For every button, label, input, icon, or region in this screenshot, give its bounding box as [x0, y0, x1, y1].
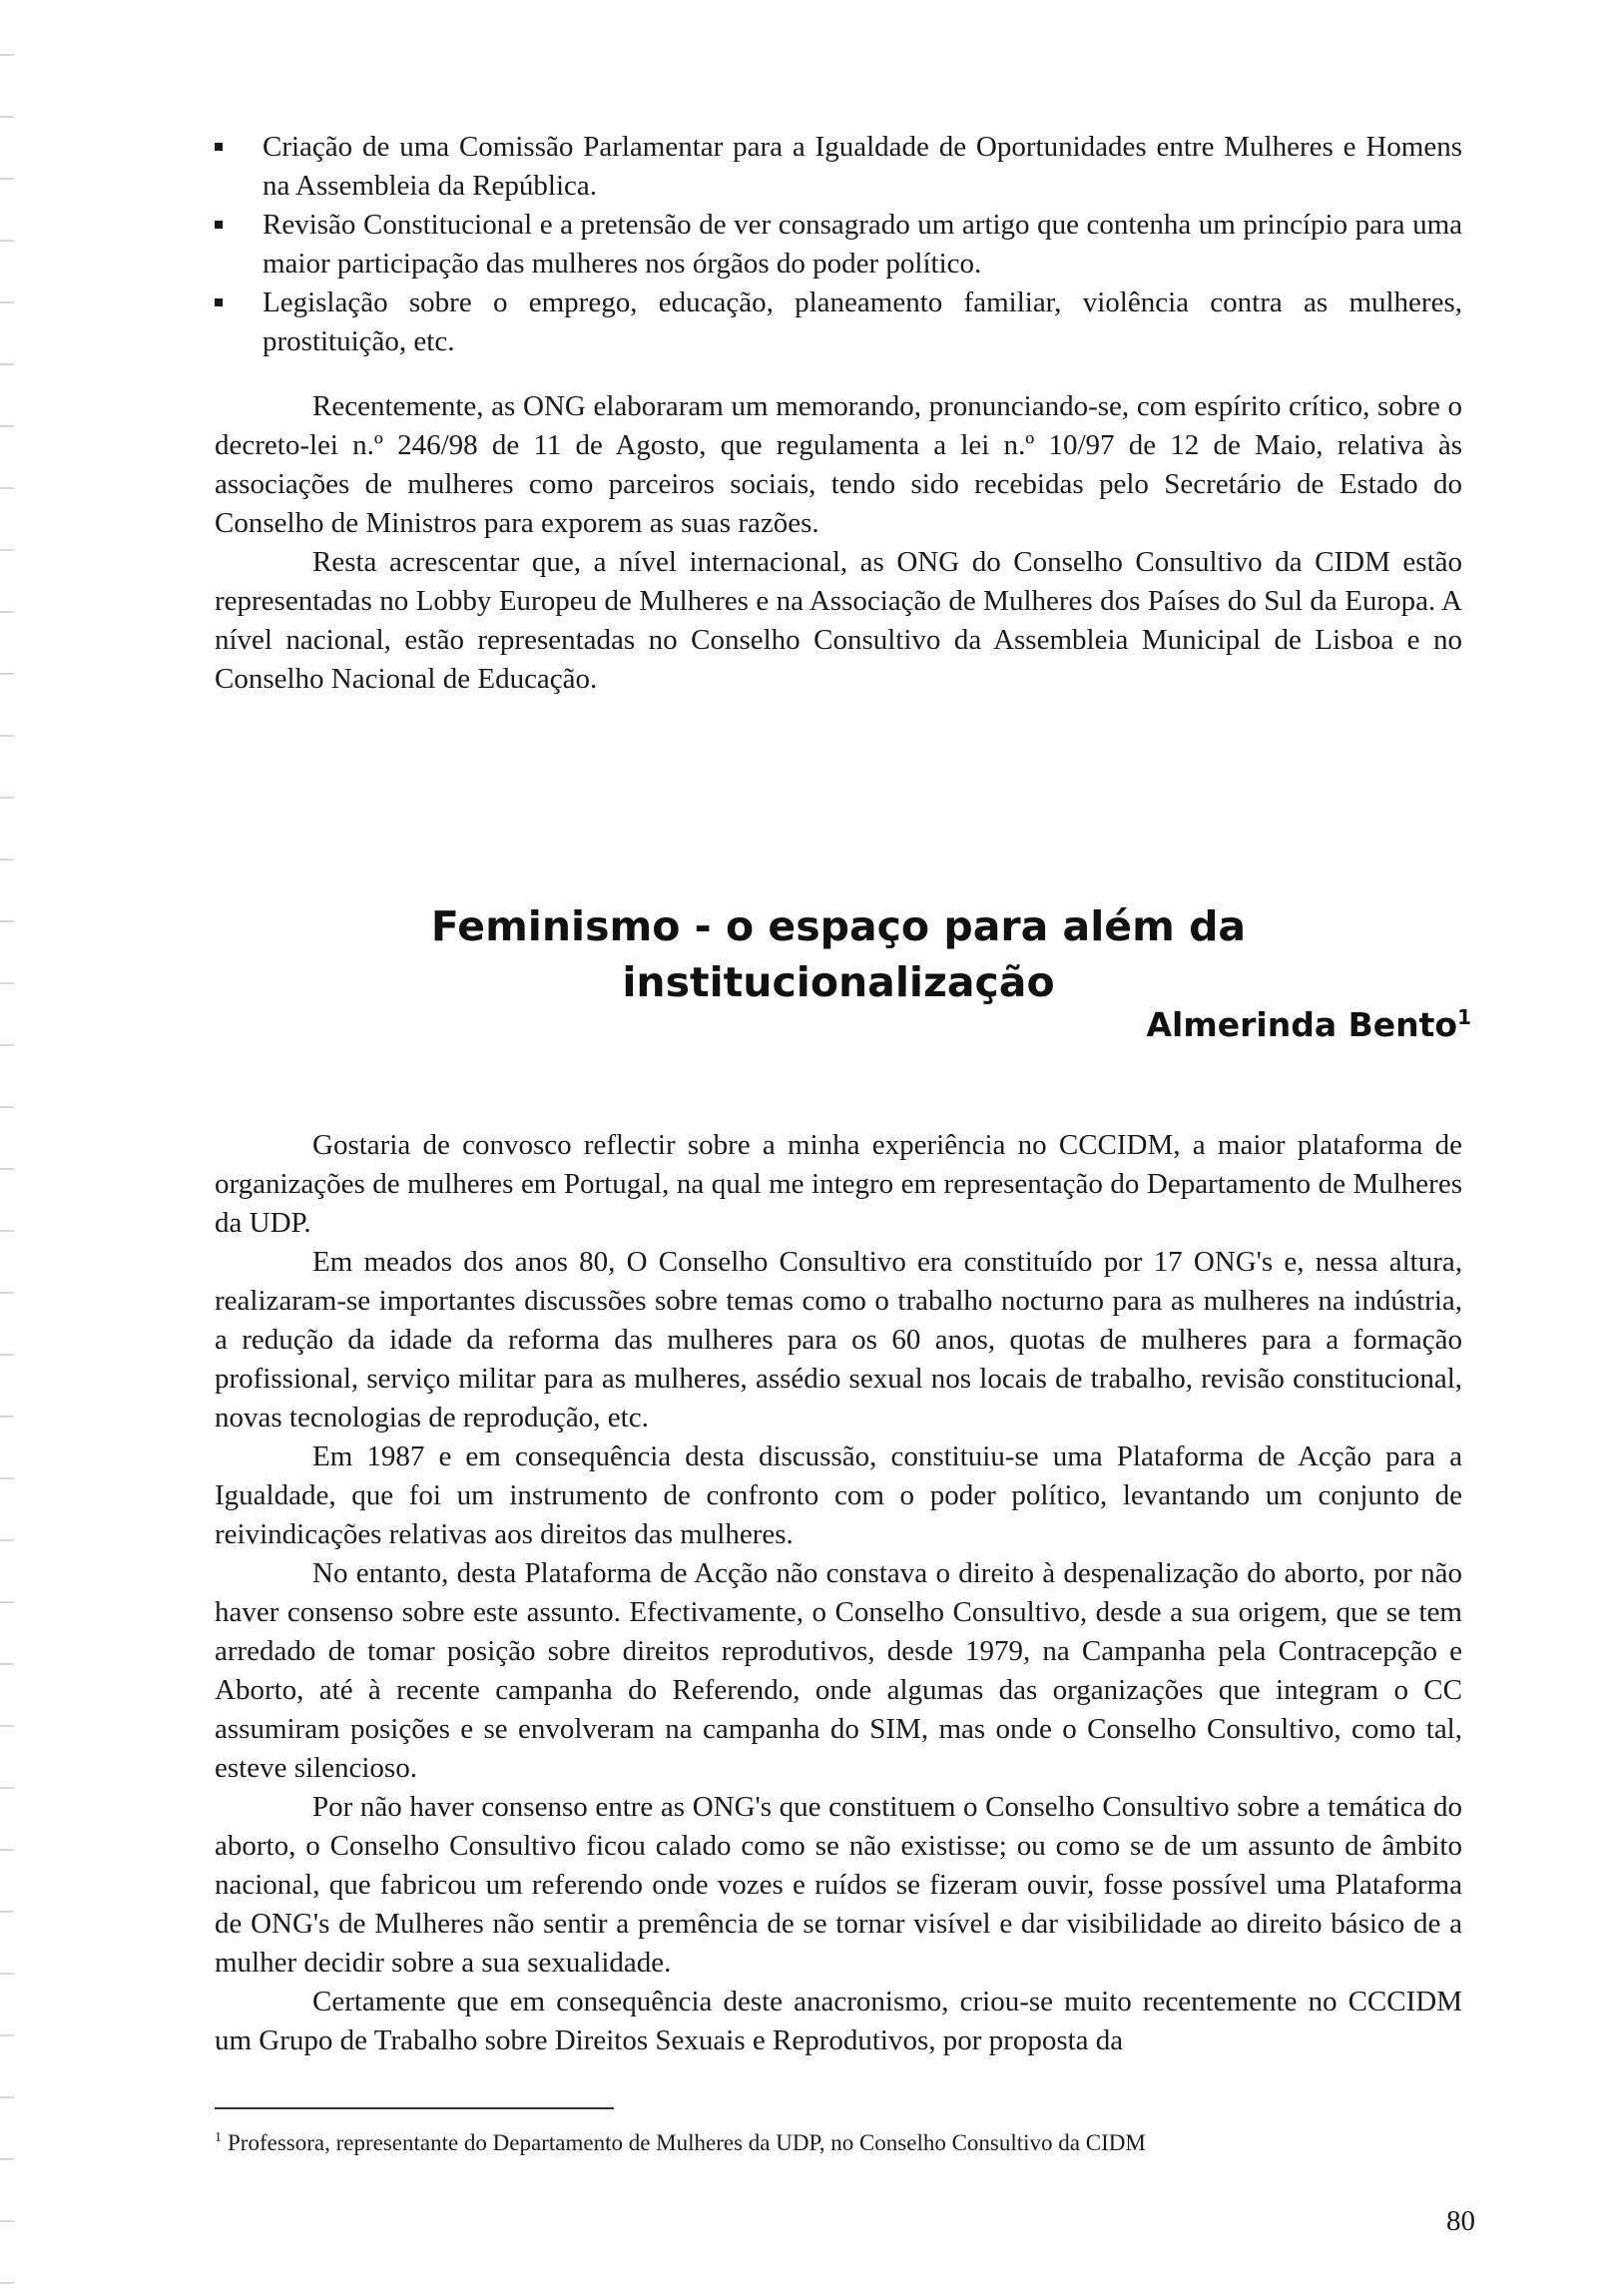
footnote-mark: 1: [215, 2130, 222, 2146]
paragraph: Gostaria de convosco reflectir sobre a minha experiência no CCCIDM, a maior plataforma de organizações de mulheres em Portugal, na qual me integro em representação do Departamento de Mulheres da UDP.: [215, 1129, 1462, 1239]
list-item-text: Revisão Constitucional e a pretensão de ver consagrado um artigo que contenha um princípio para uma maior participação das mulheres nos órgãos do poder político.: [263, 209, 1462, 280]
bullet-list: [215, 128, 1462, 361]
list-item-text: Legislação sobre o emprego, educação, planeamento familiar, violência contra as mulheres, prostituição, etc.: [263, 287, 1462, 357]
paragraph: Resta acrescentar que, a nível internacional, as ONG do Conselho Consultivo da CIDM estão representadas no Lobby Europeu de Mulheres e na Associação de Mulheres dos Países do Sul da Europa. A nível nacional, estão representadas no Conselho Consultivo da Assembleia Municipal de Lisboa e no Conselho Nacional de Educação.: [215, 546, 1462, 695]
paragraph: Recentemente, as ONG elaboraram um memorando, pronunciando-se, com espírito crítico, sobre o decreto-lei n.º 246/98 de 11 de Agosto, que regulamenta a lei n.º 10/97 de 12 de Maio, relativa às associações de mulheres como parceiros sociais, tendo sido recebidas pelo Secretário de Estado do Conselho de Ministros para exporem as suas razões.: [215, 390, 1462, 539]
article-title: Feminismo - o espaço para além da institucionalização: [430, 902, 1247, 1006]
author-name: Almerinda Bento: [1146, 1005, 1458, 1044]
list-item: [215, 128, 1462, 206]
square-bullet-icon: [215, 298, 223, 306]
article-author: [1147, 1003, 1471, 1047]
page-number: 80: [1446, 2205, 1475, 2237]
article-body: [215, 1126, 1462, 2060]
section-body: [215, 387, 1462, 699]
paragraph: Certamente que em consequência deste anacronismo, criou-se muito recentemente no CCCIDM um Grupo de Trabalho sobre Direitos Sexuais e Reprodutivos, por proposta da: [215, 1986, 1462, 2056]
footnote-text: Professora, representante do Departamento de Mulheres da UDP, no Conselho Consultivo da CIDM: [228, 2130, 1146, 2155]
paragraph: No entanto, desta Plataforma de Acção não constava o direito à despenalização do aborto, por não haver consenso sobre este assunto. Efectivamente, o Conselho Consultivo, desde a sua origem, que se tem arredado de tomar posição sobre direitos reprodutivos, desde 1979, na Campanha pela Contracepção e Aborto, até à recente campanha do Referendo, onde algumas das organizações que integram o CC assumiram posições e se envolveram na campanha do SIM, mas onde o Conselho Consultivo, como tal, esteve silencioso.: [215, 1557, 1462, 1784]
paragraph: Em meados dos anos 80, O Conselho Consultivo era constituído por 17 ONG's e, nessa altura, realizaram-se importantes discussões sobre temas como o trabalho nocturno para as mulheres na indústria, a redução da idade da reforma das mulheres para os 60 anos, quotas de mulheres para a formação profissional, serviço militar para as mulheres, assédio sexual nos locais de trabalho, revisão constitucional, novas tecnologias de reprodução, etc.: [215, 1246, 1462, 1434]
square-bullet-icon: [215, 143, 223, 151]
paragraph: Em 1987 e em consequência desta discussão, constituiu-se uma Plataforma de Acção para a Igualdade, que foi um instrumento de confronto com o poder político, levantando um conjunto de reivindicações relativas aos direitos das mulheres.: [215, 1440, 1462, 1550]
footnote: [215, 2128, 1462, 2158]
scan-edge-artifact: [0, 0, 14, 2296]
list-item: [215, 206, 1462, 284]
square-bullet-icon: [215, 221, 223, 229]
footnote-divider: [215, 2107, 614, 2109]
list-item: [215, 284, 1462, 361]
list-item-text: Criação de uma Comissão Parlamentar para a Igualdade de Oportunidades entre Mulheres e Homens na Assembleia da República.: [263, 131, 1462, 202]
footnote-reference[interactable]: 1: [1457, 1005, 1471, 1029]
paragraph: Por não haver consenso entre as ONG's que constituem o Conselho Consultivo sobre a temática do aborto, o Conselho Consultivo ficou calado como se não existisse; ou como se de um assunto de âmbito nacional, que fabricou um referendo onde vozes e ruídos se fizeram ouvir, fosse possível uma Plataforma de ONG's de Mulheres não sentir a premência de se tornar visível e dar visibilidade ao direito básico de a mulher decidir sobre a sua sexualidade.: [215, 1791, 1462, 1979]
